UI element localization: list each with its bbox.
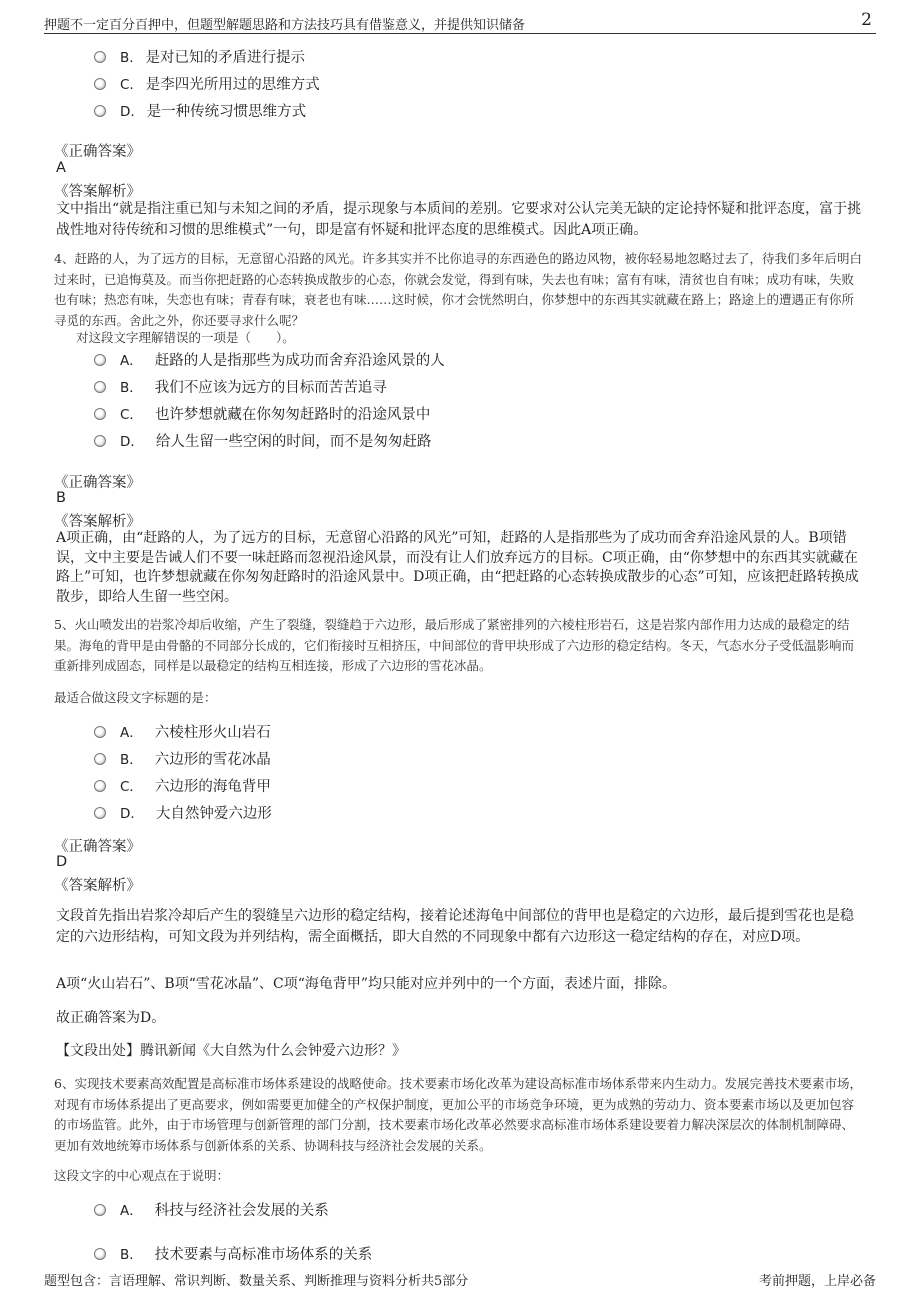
radio-icon[interactable] [94, 726, 106, 738]
radio-icon[interactable] [94, 1248, 106, 1260]
q3-analysis: 文中指出“就是指注重已知与未知之间的矛盾，提示现象与本质间的差别。它要求对公认完美无缺的定论持怀疑和批评态度，富于挑战性地对待传统和习惯的思维模式”一句，即是富有怀疑和批评态度的思维模式。因此A项正确。 [56, 201, 862, 238]
radio-icon[interactable] [94, 807, 106, 819]
q5-analysis-p3: 故正确答案为D。 [56, 1010, 166, 1026]
q3-answer-label: 《正确答案》 [54, 144, 141, 160]
q4-option-a[interactable]: A． 赶路的人是指那些为成功而舍弃沿途风景的人 [94, 349, 445, 370]
q5-source: 【文段出处】腾讯新闻《大自然为什么会钟爱六边形？》 [56, 1043, 406, 1059]
radio-icon[interactable] [94, 753, 106, 765]
radio-icon[interactable] [94, 354, 106, 366]
footer-right-text: 考前押题，上岸必备 [758, 1274, 876, 1289]
footer-left-text: 题型包含：言语理解、常识判断、数量关系、判断推理与资料分析共5部分 [44, 1274, 469, 1289]
q4-option-c[interactable]: C． 也许梦想就藏在你匆匆赶路时的沿途风景中 [94, 403, 430, 424]
q6-stem: 6、实现技术要素高效配置是高标准市场体系建设的战略使命。技术要素市场化改革为建设高标准市场体系带来内生动力。发展完善技术要素市场，对现有市场体系提出了更高要求，例如需要更加健全的产权保护制度，更加公平的市场竞争环境，更为成熟的劳动力、资本要素市场以及更加包容的市场监管。此外，由于市场管理与创新管理的部门分割，技术要素市场化改革必然要求高标准市场体系建设要着力解决深层次的体制机制障碍、更加有效地统筹市场体系与创新体系的关系、协调科技与经济社会发展的关系。 [54, 1076, 862, 1153]
q4-option-d[interactable]: D． 给人生留一些空闲的时间，而不是匆匆赶路 [94, 430, 431, 451]
q5-analysis-p2: A项“火山岩石”、B项“雪花冰晶”、C项“海龟背甲”均只能对应并列中的一个方面，表述片面，排除。 [56, 976, 677, 992]
q5-answer-label: 《正确答案》 [54, 839, 141, 855]
radio-icon[interactable] [94, 1204, 106, 1216]
q4-analysis: A项正确，由“赶路的人，为了远方的目标，无意留心沿路的风光”可知，赶路的人是指那些为了成功而舍弃沿途风景的人。B项错误，文中主要是告诫人们不要一味赶路而忽视沿途风景，而没有让人们放弃远方的目标。C项正确，由“你梦想中的东西其实就藏在路上”可知，也许梦想就藏在你匆匆赶路时的沿途风景中。D项正确，由“把赶路的心态转换成散步的心态”可知，应该把赶路转换成散步，即给人生留一些空闲。 [56, 530, 859, 605]
q5-option-b[interactable]: B． 六边形的雪花冰晶 [94, 748, 271, 769]
q4-stem: 4、赶路的人，为了远方的目标，无意留心沿路的风光。许多其实并不比你追寻的东西逊色的路边风物，被你轻易地忽略过去了，待我们多年后明白过来时，已追悔莫及。而当你把赶路的心态转换成散步的心态，你就会发觉，得到有味，失去也有味；富有有味，清贫也自有味；成功有味，失败也有味；热恋有味，失恋也有味；青春有味，衰老也有味……这时候，你才会恍然明白，你梦想中的东西其实就藏在路上；路途上的遭遇正有你所寻觅的东西。舍此之外，你还要寻求什么呢？ [54, 251, 862, 328]
q4-answer: B [56, 490, 66, 506]
q6-option-a[interactable]: A． 科技与经济社会发展的关系 [94, 1199, 329, 1220]
q3-option-b[interactable]: B. 是对已知的矛盾进行提示 [94, 46, 305, 67]
q4-option-b[interactable]: B． 我们不应该为远方的目标而苦苦追寻 [94, 376, 387, 397]
radio-icon[interactable] [94, 51, 106, 63]
q4-analysis-label: 《答案解析》 [54, 514, 141, 530]
radio-icon[interactable] [94, 408, 106, 420]
q5-analysis-label: 《答案解析》 [54, 878, 141, 894]
q6-prompt: 这段文字的中心观点在于说明： [54, 1168, 230, 1183]
q4-prompt: 对这段文字理解错误的一项是（ ）。 [76, 330, 295, 345]
q5-analysis-p1: 文段首先指出岩浆冷却后产生的裂缝呈六边形的稳定结构，接着论述海龟中间部位的背甲也是稳定的六边形，最后提到雪花也是稳定的六边形结构，可知文段为并列结构，需全面概括，即大自然的不同现象中都有六边形这一稳定结构的存在，对应D项。 [56, 908, 854, 945]
q5-answer: D [56, 854, 68, 870]
radio-icon[interactable] [94, 780, 106, 792]
radio-icon[interactable] [94, 381, 106, 393]
q5-option-c[interactable]: C． 六边形的海龟背甲 [94, 775, 271, 796]
q5-option-a[interactable]: A． 六棱柱形火山岩石 [94, 721, 271, 742]
q3-answer: A [56, 160, 66, 176]
q3-analysis-label: 《答案解析》 [54, 184, 141, 200]
q5-stem: 5、火山喷发出的岩浆冷却后收缩，产生了裂缝，裂缝趋于六边形，最后形成了紧密排列的六棱柱形岩石，这是岩浆内部作用力达成的最稳定的结果。海龟的背甲是由骨骼的不同部分长成的，它们衔接时互相挤压，中间部位的背甲块形成了六边形的稳定结构。冬天，气态水分子受低温影响而重新排列成固态，同样是以最稳定的结构互相连接，形成了六边形的雪花冰晶。 [54, 617, 855, 673]
q5-option-d[interactable]: D． 大自然钟爱六边形 [94, 802, 272, 823]
radio-icon[interactable] [94, 78, 106, 90]
q5-prompt: 最适合做这段文字标题的是： [54, 690, 217, 705]
page-number: 2 [861, 10, 872, 30]
header-divider [44, 33, 876, 34]
radio-icon[interactable] [94, 435, 106, 447]
q3-option-d[interactable]: D. 是一种传统习惯思维方式 [94, 100, 306, 121]
q4-answer-label: 《正确答案》 [54, 475, 141, 491]
q3-option-c[interactable]: C. 是李四光所用过的思维方式 [94, 73, 320, 94]
q6-option-b[interactable]: B． 技术要素与高标准市场体系的关系 [94, 1243, 372, 1264]
page-header-text: 押题不一定百分百押中，但题型解题思路和方法技巧具有借鉴意义，并提供知识储备 [44, 18, 526, 33]
radio-icon[interactable] [94, 105, 106, 117]
